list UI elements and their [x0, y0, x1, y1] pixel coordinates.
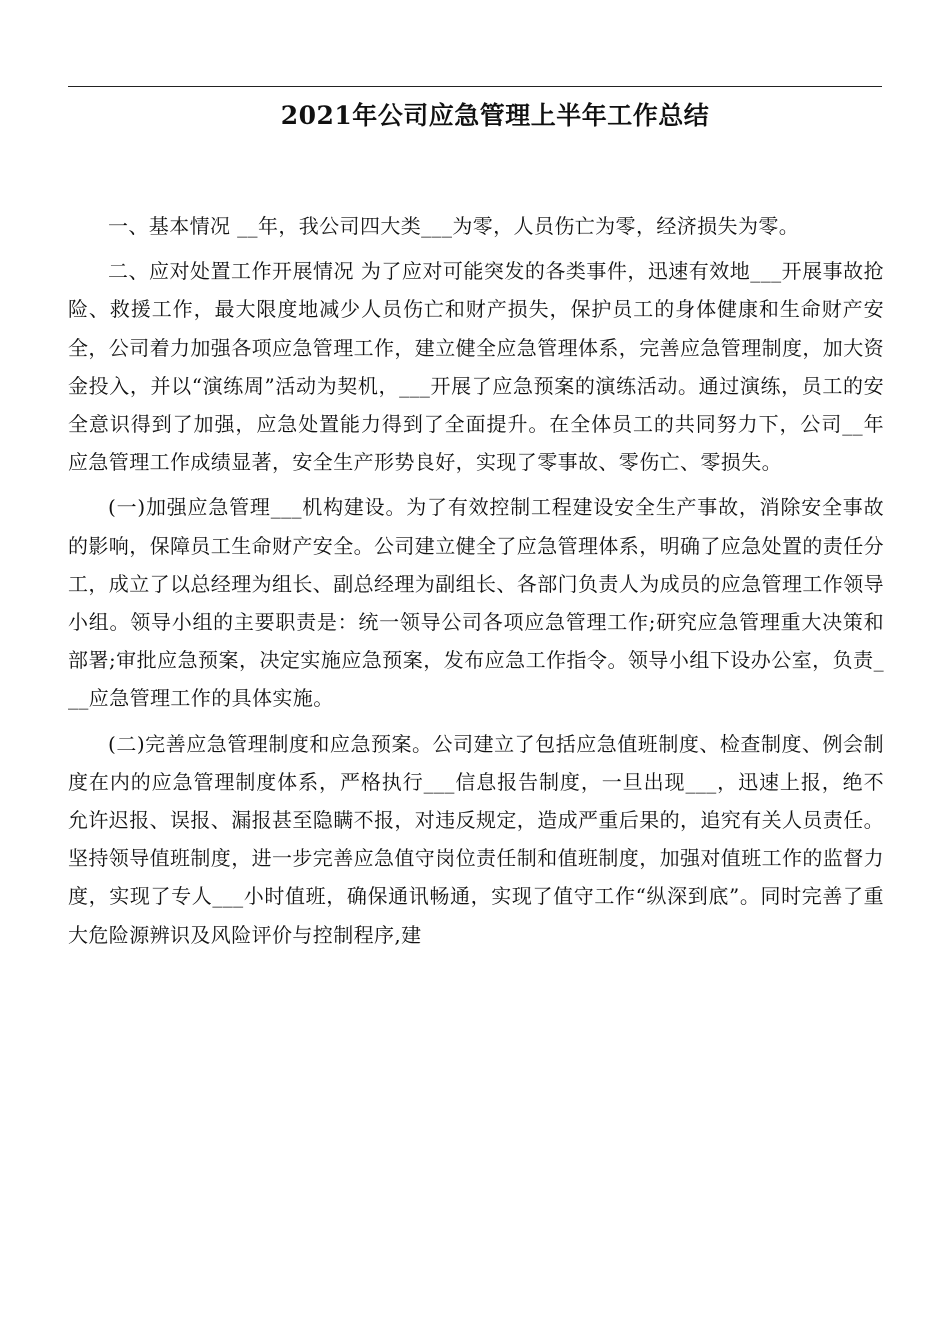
paragraph-response-work: 二、应对处置工作开展情况 为了应对可能突发的各类事件，迅速有效地___开展事故抢险、救援工作，最大限度地减少人员伤亡和财产损失，保护员工的身体健康和生命财产安全，公司着力加强各项应急管理工作，建立健全应急管理体系，完善应急管理制度，加大资金投入，并以“演练周”活动为契机，___开展了应急预案的演练活动。通过演练，员工的安全意识得到了加强，应急处置能力得到了全面提升。在全体员工的共同努力下，公司__年应急管理工作成绩显著，安全生产形势良好，实现了零事故、零伤亡、零损失。 [68, 259, 884, 475]
document-body [68, 207, 884, 961]
paragraph-basic-situation: 一、基本情况 __年，我公司四大类___为零，人员伤亡为零，经济损失为零。 [108, 214, 800, 238]
header-rule [68, 86, 882, 87]
document-title: 2021年公司应急管理上半年工作总结 [280, 101, 710, 130]
paragraph-system-improvement: (二)完善应急管理制度和应急预案。公司建立了包括应急值班制度、检查制度、例会制度在内的应急管理制度体系，严格执行___信息报告制度，一旦出现___，迅速上报，绝不允许迟报、误报、漏报甚至隐瞒不报，对违反规定，造成严重后果的，追究有关人员责任。坚持领导值班制度，进一步完善应急值守岗位责任制和值班制度，加强对值班工作的监督力度，实现了专人___小时值班，确保通讯畅通，实现了值守工作“纵深到底”。同时完善了重大危险源辨识及风险评价与控制程序,建 [68, 731, 884, 947]
paragraph-organization-building: (一)加强应急管理___机构建设。为了有效控制工程建设安全生产事故，消除安全事故的影响，保障员工生命财产安全。公司建立健全了应急管理体系，明确了应急处置的责任分工，成立了以总经理为组长、副总经理为副组长、各部门负责人为成员的应急管理工作领导小组。领导小组的主要职责是：统一领导公司各项应急管理工作;研究应急管理重大决策和部署;审批应急预案，决定实施应急预案，发布应急工作指令。领导小组下设办公室，负责___应急管理工作的具体实施。 [68, 495, 884, 711]
